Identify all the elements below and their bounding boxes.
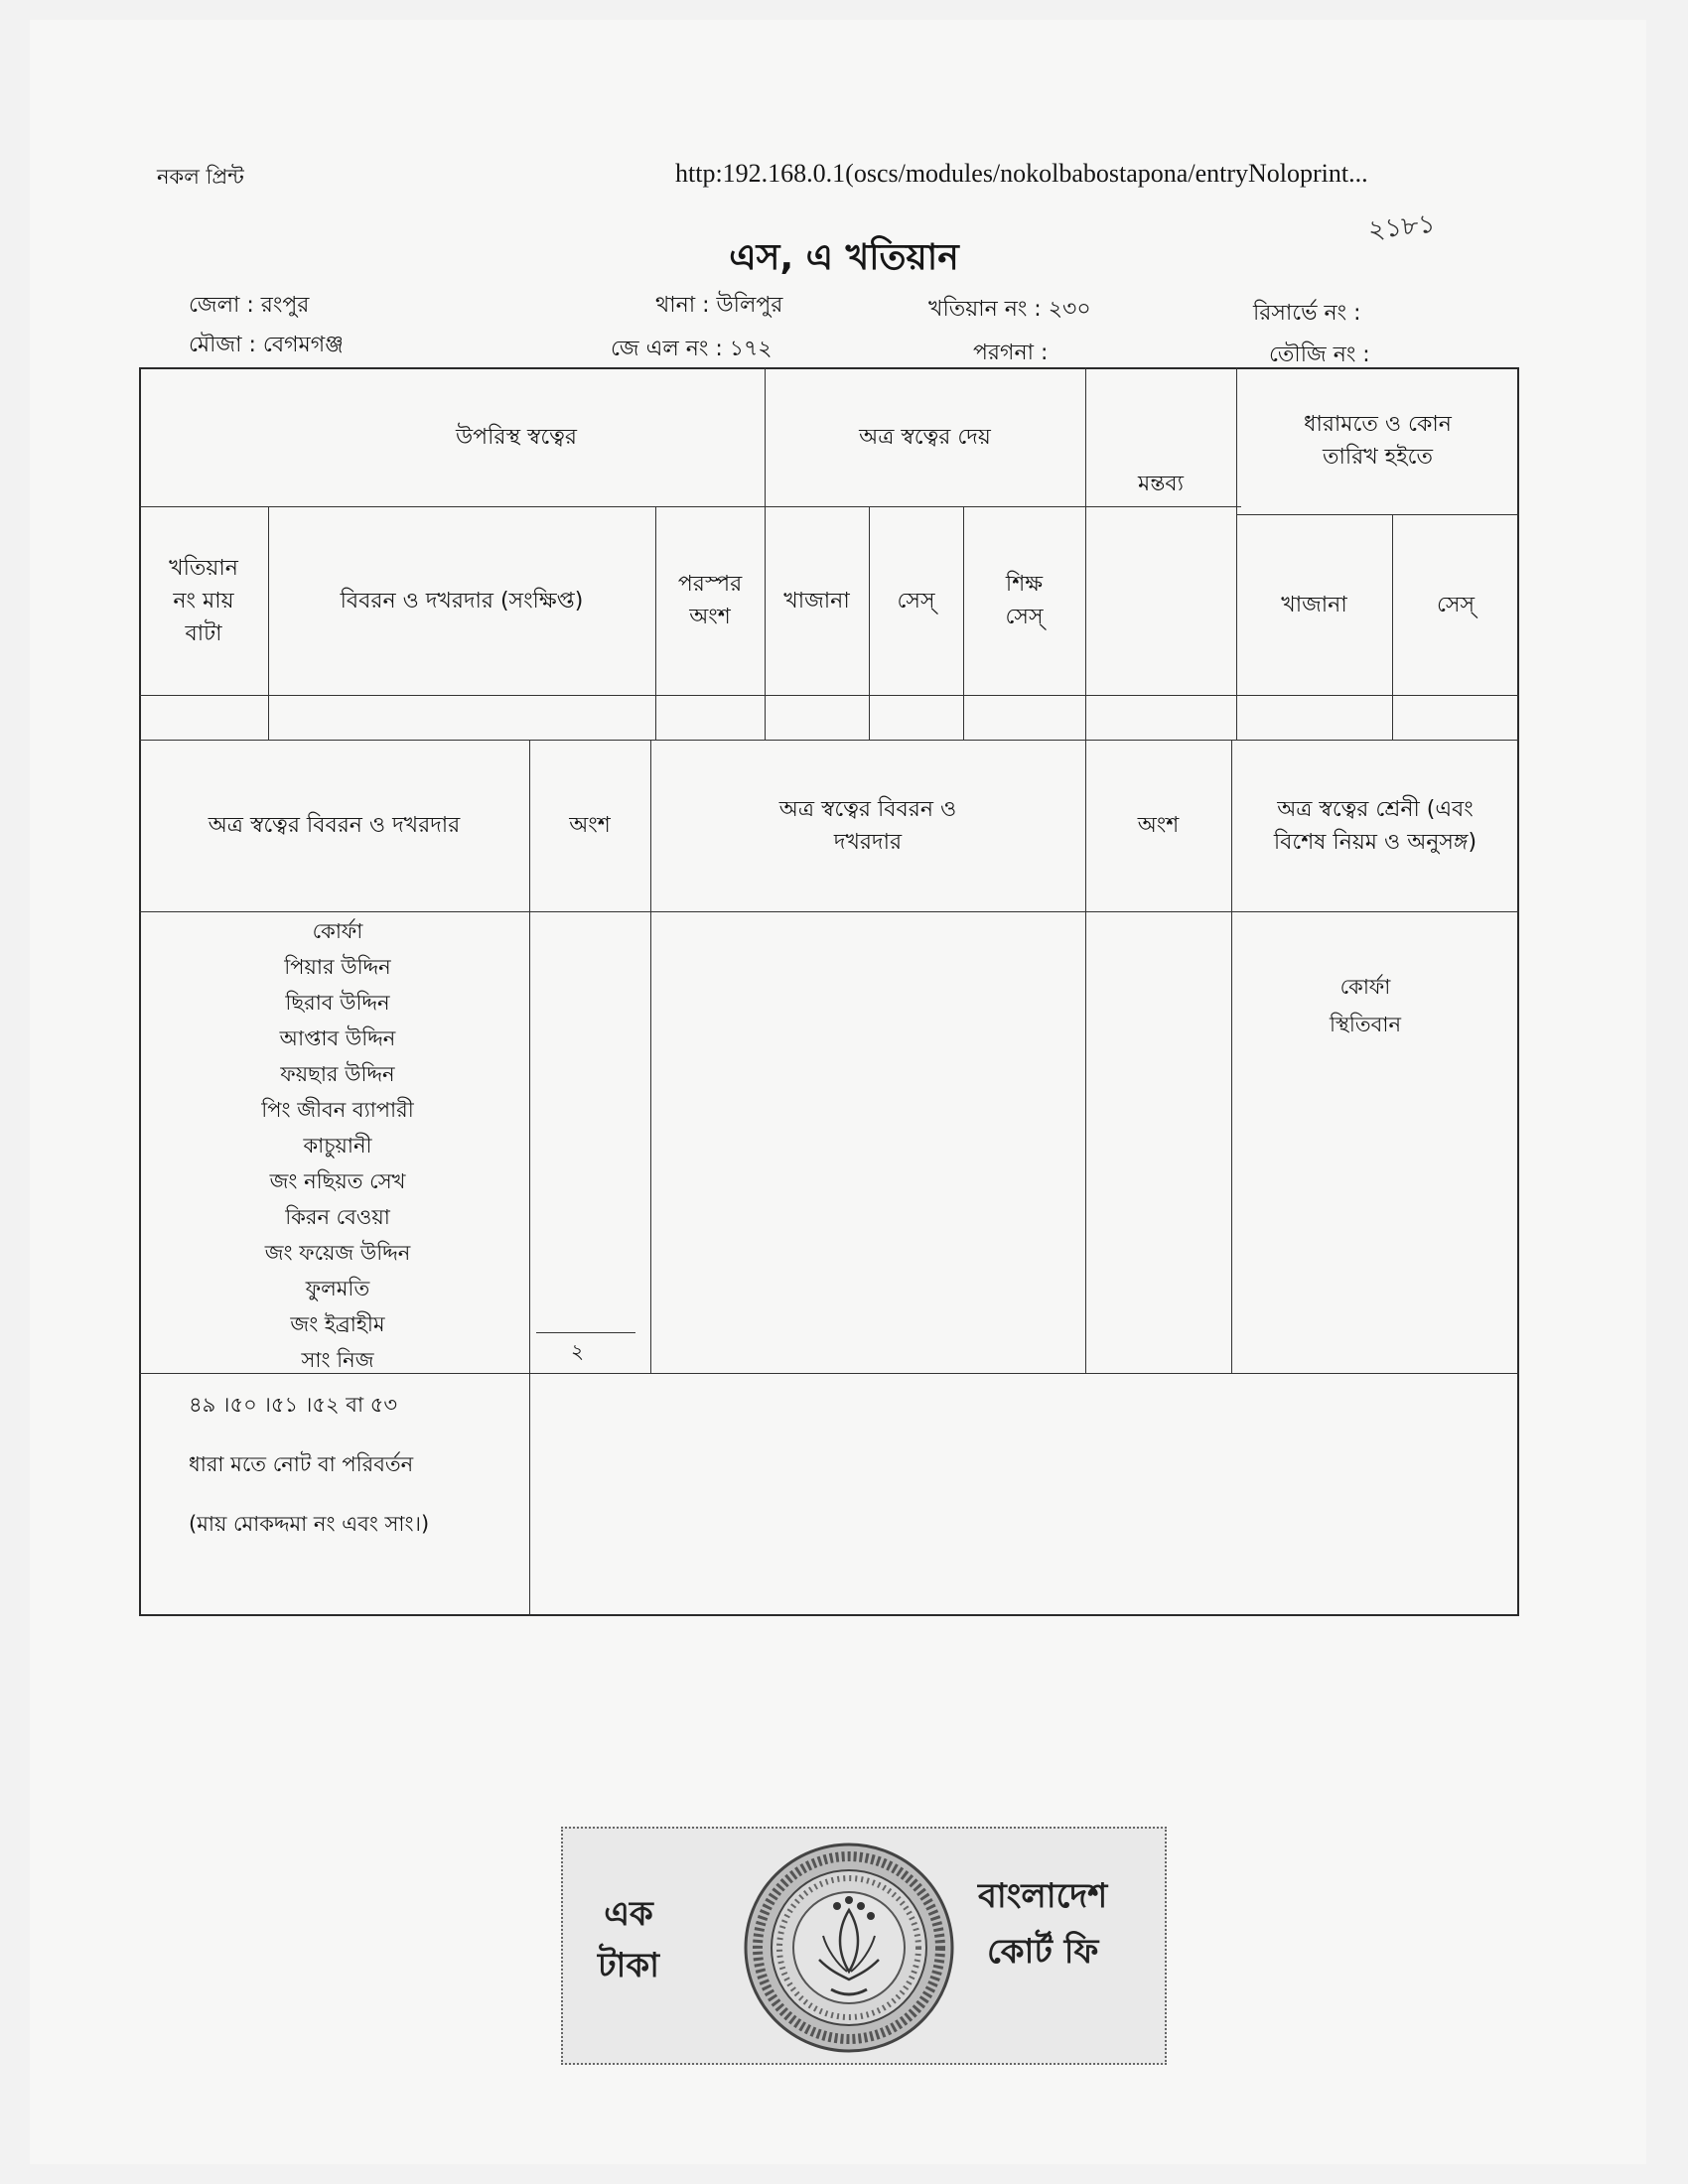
owner-list [149,913,526,1378]
share-underline [536,1332,635,1333]
share-heading: অংশ [569,813,611,838]
document-title: এস, এ খতিয়ান [729,237,959,278]
handwritten-number: ২১৮১ [1366,208,1437,246]
owner-name: জং নছিয়ত সেখ [269,1169,406,1193]
stamp-value-text [598,1888,659,1991]
print-label: নকল প্রিন্ট [157,165,244,189]
jl-number: জে এল নং : ১৭২ [611,337,773,361]
owner-description-heading-2: অত্র স্বত্বের বিবরন ও দখরদার [778,796,957,855]
owner-name: কিরন বেওয়া [285,1205,390,1229]
owner-name: আপ্তাব উদ্দিন [279,1026,396,1050]
rule-row2 [139,695,1519,696]
share-heading-2: অংশ [1137,813,1180,838]
mutual-share-heading: পরস্পর অংশ [677,572,743,629]
district: জেলা : রংপুর [189,293,310,318]
khajana-heading: খাজানা [783,588,850,614]
owner-name: ফয়ছার উদ্দিন [280,1062,395,1086]
owner-name: পিং জীবন ব্যাপারী [261,1098,414,1122]
education-cess-heading: শিক্ষ সেস্ [1005,572,1044,629]
owner-name: কোর্ফা [312,919,363,943]
cess-heading: সেস্ [897,588,935,614]
stamp-country-text [978,1868,1107,1979]
owner-name: ফুলমতি [305,1277,370,1300]
resurvey-number: রিসার্ভে নং : [1253,301,1361,326]
owner-name: জং ফয়েজ উদ্দিন [264,1241,411,1265]
notes-line-1: ৪৯ ।৫০ ।৫১ ।৫২ বা ৫৩ [189,1393,398,1417]
present-owner-heading: উপরিস্থ স্বত্বের [456,424,577,450]
khatian-column-heading: খতিয়ান নং মায় বাটা [169,555,238,646]
stamp-country-line-1: বাংলাদেশ [978,1876,1108,1916]
pargana: পরগনা : [973,341,1049,365]
stamp-value-line-2: টাকা [598,1946,660,1985]
mouza: মৌজা : বেগমগঞ্জ [189,333,344,357]
khatian-number: খতিয়ান নং : ২৩০ [928,297,1091,322]
class-value: স্থিতিবান [1330,1013,1401,1036]
remarks-heading: মন্তব্য [1137,472,1184,496]
stamp-country-line-2: কোর্ট ফি [986,1932,1099,1972]
notes-line-3: (মায় মোকদ্দমা নং এবং সাং।) [189,1512,430,1536]
khajana-heading-2: খাজানা [1281,592,1347,617]
owner-name: পিয়ার উদ্দিন [284,955,391,979]
notes-line-2: ধারা মতে নোট বা পরিবর্তন [189,1452,414,1476]
owner-name: জং ইব্রাহীম [290,1312,385,1336]
court-fee-stamp [561,1827,1167,2065]
share-value: ২ [571,1339,585,1363]
payable-heading: অত্র স্বত্বের দেয় [859,424,991,450]
thana: থানা : উলিপুর [655,293,783,318]
section-notes [189,1375,516,1554]
owner-name: সাং নিজ [301,1348,374,1372]
stamp-value-line-1: এক [604,1894,653,1934]
class-values [1236,968,1494,1043]
source-url: http:192.168.0.1(oscs/modules/nokolbabostapona/entryNoloprint... [675,159,1368,188]
cess-heading-2: সেস্ [1437,592,1475,617]
from-date-heading: ধারামতে ও কোন তারিখ হইতে [1304,412,1452,470]
owner-name: কাচুয়ানী [303,1134,372,1158]
owner-description-heading: অত্র স্বত্বের বিবরন ও দখরদার [208,813,461,838]
touzi-number: তৌজি নং : [1269,342,1370,367]
class-heading: অত্র স্বত্বের শ্রেনী (এবং বিশেষ নিয়ম ও অনুসঙ্গ) [1273,796,1477,855]
national-emblem-icon [742,1841,956,2055]
class-value: কোর্ফা [1339,975,1391,999]
owner-name: ছিরাব উদ্দিন [285,991,390,1015]
rule-row4 [139,911,1519,912]
description-column-heading: বিবরন ও দখরদার (সংক্ষিপ্ত) [340,588,584,614]
